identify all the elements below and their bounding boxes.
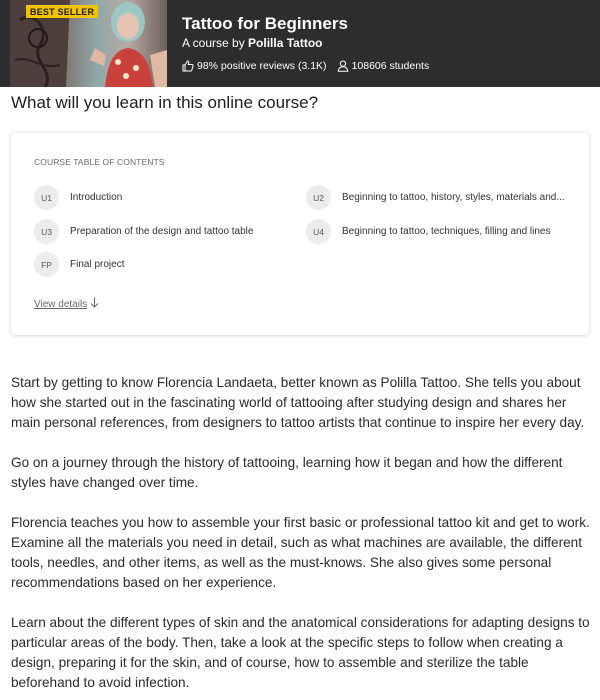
toc-item-u4[interactable] [306, 219, 550, 244]
course-thumbnail[interactable] [10, 0, 167, 87]
best-seller-badge: BEST SELLER [26, 5, 98, 18]
students-text: 108606 students [351, 60, 430, 72]
unit-title: Beginning to tattoo, techniques, filling and lines [342, 226, 551, 237]
unit-badge: FP [34, 252, 59, 277]
toc-card [11, 133, 589, 335]
toc-label: COURSE TABLE OF CONTENTS [34, 157, 165, 167]
toc-item-u1[interactable] [34, 185, 122, 210]
learn-section-title: What will you learn in this online course? [11, 93, 319, 112]
course-title: Tattoo for Beginners [182, 14, 348, 33]
toc-item-fp[interactable] [34, 252, 124, 277]
unit-badge: U3 [34, 219, 59, 244]
toc-item-u3[interactable] [34, 219, 253, 244]
unit-badge: U4 [306, 219, 331, 244]
author-name[interactable]: Polilla Tattoo [248, 36, 323, 50]
unit-badge: U2 [306, 185, 331, 210]
reviews-text: 98% positive reviews (3.1K) [197, 60, 327, 72]
course-header [0, 0, 600, 87]
toc-item-u2[interactable] [306, 185, 565, 210]
description-paragraph: Start by getting to know Florencia Landaeta, better known as Polilla Tattoo. She tells you about how she started out in the fascinating world of tattooing after studying design and shares her main personal references, from designers to tattoo artists that continue to inspire her every day. [11, 375, 585, 430]
person-icon [337, 60, 349, 72]
thumbs-up-icon [182, 60, 194, 72]
description-paragraph: Florencia teaches you how to assemble your first basic or professional tattoo kit and get to work. Examine all the materials you need in detail, such as what machines are available, the different tools, needles, and other items, as well as the must-knows. She also gives some personal recommendations based on her experience. [11, 515, 590, 590]
unit-title: Introduction [70, 192, 123, 203]
arrow-down-icon [90, 297, 99, 311]
course-byline [182, 36, 323, 50]
view-details-link[interactable] [34, 297, 99, 311]
description-paragraph: Go on a journey through the history of tattooing, learning how it began and how the different styles have changed over time. [11, 455, 563, 490]
unit-title: Beginning to tattoo, history, styles, materials and... [342, 192, 565, 203]
byline-prefix: A course by [182, 36, 245, 50]
view-details-label: View details [34, 298, 88, 310]
course-stats [182, 60, 429, 72]
unit-title: Final project [70, 259, 125, 270]
unit-title: Preparation of the design and tattoo table [70, 226, 254, 237]
description-paragraph: Learn about the different types of skin and the anatomical considerations for adapting designs to particular areas of the body. Then, take a look at the specific steps to follow when creating a design, preparing it for the skin, and of course, how to assemble and sterilize the table beforehand to avoid infection. [11, 615, 590, 690]
unit-badge: U1 [34, 185, 59, 210]
